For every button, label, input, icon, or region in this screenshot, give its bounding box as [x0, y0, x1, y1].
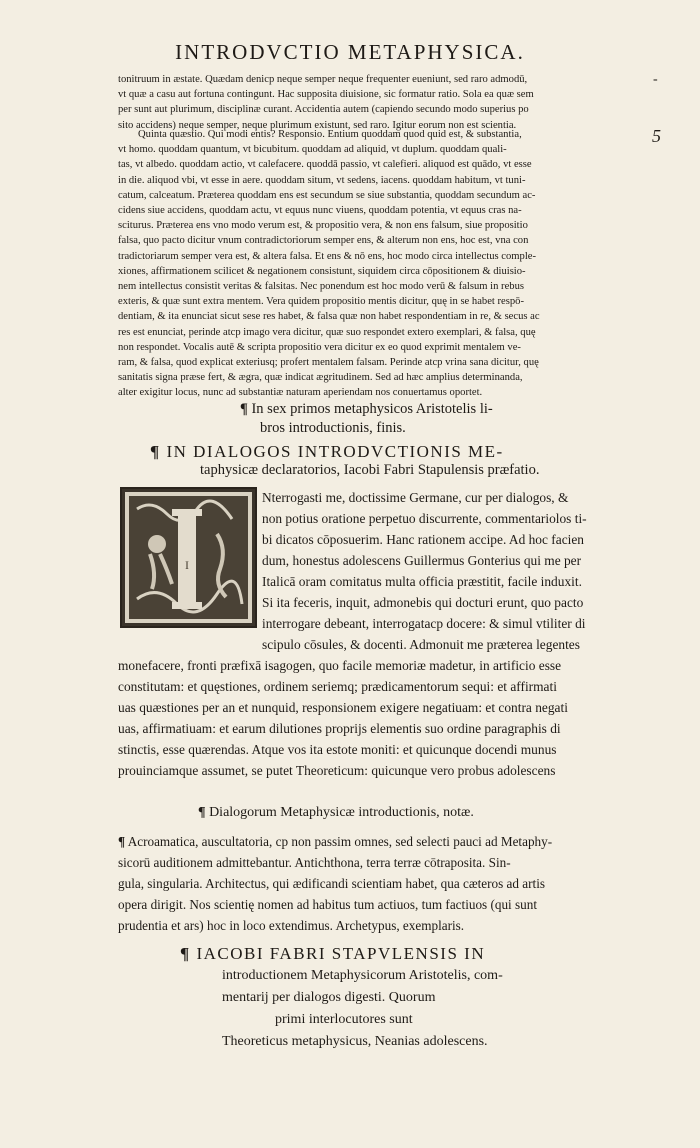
- text-line: Quinta quæstio. Qui modi entis? Responsio. Entium quoddam quod quid est, & substantia,: [138, 129, 522, 140]
- text-line: tradictoriarum semper vera est, & altera falsa. Et ens & nō ens, hoc modo circa intellectus comple-: [118, 250, 537, 262]
- svg-text:I: I: [185, 558, 189, 572]
- notes-heading-text: Dialogorum Metaphysicæ introductionis, notæ.: [209, 805, 474, 820]
- paragraph-2: [118, 127, 645, 401]
- text-line: xiones, affirmationem scilicet & negationem consistunt, siquidem circa cōpositionem & diuisio-: [118, 265, 526, 277]
- text-line: bi dicatos cōposuerim. Hanc rationem accipe. Ad hoc facien: [262, 532, 584, 547]
- text-line: uas quæstiones per an et nunquid, responsionem exigere negatiuam: et contra negati: [118, 700, 568, 715]
- text-line: nem intellectus consistit veritas & falsitas. Nec ponendum est hoc modo verū & falsum in rebus: [118, 281, 525, 293]
- text-line: scipulo cōsules, & docenti. Admonuit me præterea legentes: [262, 637, 580, 652]
- text-line: stinctis, esse quærendas. Atque vos ita estote moniti: et quicunque docendi munus: [118, 742, 557, 757]
- text-line: uas, affirmatiuam: et earum dilutiones proprijs elementis suo ordine paragraphis di: [118, 721, 561, 736]
- running-header: INTRODVCTIO METAPHYSICA.: [175, 40, 525, 64]
- paragraph-mark-icon: ¶: [180, 944, 191, 963]
- text-line: sciturus. Præterea ens vno modo verum est, & propositio vera, & non ens falsum, siue propositio: [118, 220, 528, 232]
- paragraph-1: [118, 72, 645, 133]
- text-line: ram, & falsa, quod explicat exteriusq; profert mentalem falsam. Perinde atcp vrina sana dicitur, quę: [118, 357, 539, 369]
- margin-mark-side: 5: [652, 126, 661, 146]
- text-line: vt quæ a casu aut fortuna contingunt. Hac supposita diuisione, sic formatur ratio. Sola ea quæ sem: [118, 89, 534, 101]
- text-line: monefacere, fronti præfixā isagogen, quo facile memoriæ madetur, in artificio esse: [118, 658, 562, 673]
- text-line: constitutam: et quęstiones, ordinem seriemq; prædicamentorum sequi: et affirmati: [118, 679, 557, 694]
- notes-line: sicorū auditionem admittebantur. Antichthona, terra terræ cōtraposita. Sin-: [118, 855, 511, 870]
- section-end-heading: [240, 400, 620, 438]
- text-line: vt homo. quoddam quantum, vt bicubitum. quoddam ad aliquid, vt duplum. quoddam quali-: [118, 144, 507, 156]
- notes-line: opera dirigit. Nos scientię nomen ad habitus tum actiuos, tum factiuos (qui sunt: [118, 897, 537, 912]
- text-line: sanitatis signa præse fert, & ægra, quæ indicat ægritudinem. Sed ad hæc amplius determinanda,: [118, 372, 523, 384]
- text-line: sito accidens) neque semper, neque plurimum existunt, sed raro. Igitur eorum non est scientia.: [118, 119, 517, 131]
- text-line: res est enunciat, perinde atcp imago vera dicitur, quæ suo respondet extero exemplari, & falsa, quę: [118, 326, 536, 338]
- paragraph-mark-icon: ¶: [118, 834, 126, 849]
- paragraph-mark-icon: ¶: [240, 401, 248, 417]
- text-line: cidens siue accidens, quoddam actu, vt equus nunc viuens, quoddam potentia, vt equus cras na-: [118, 205, 522, 217]
- text-line: exteris, & quæ sunt extra mentem. Vera quidem propositio mentis dicitur, quę in se habet respō-: [118, 296, 524, 308]
- text-line: prouinciamque assumet, se putet Theoreticum: quicunque vero probus adolescens: [118, 763, 556, 778]
- text-line: tas, vt albedo. quoddam actio, vt calefacere. quoddā passio, vt calefieri. aliquod est quādo, vt esse: [118, 159, 532, 171]
- text-line: tonitruum in æstate. Quædam denicp neque semper neque frequenter eueniunt, sed raro admodū,: [118, 74, 528, 85]
- text-line: dentiam, & ita enunciat sicut sese res habet, & falsa quæ non habet respondentiam in re, & secus ac: [118, 311, 540, 323]
- text-line: in die. aliquod vbi, vt esse in aere. quoddam situm, vt sedens, iacens. quoddam habitum, vt tuni-: [118, 174, 526, 186]
- text-line: non respondet. Vocalis autē & scripta propositio vera dicitur ex eo quod exprimit mentalem ve-: [118, 341, 521, 353]
- text-line: alter exigitur locus, nunc ad substantiæ naturam aperiendam nos conuertamus oportet.: [118, 387, 483, 399]
- text-line: catum, calceatum. Præterea quoddam ens est secundum se siue substantia, quoddam secundum ac-: [118, 189, 536, 201]
- margin-mark-top: -: [653, 72, 658, 87]
- text-line: Si ita feceris, inquit, admonebis qui docturi erunt, quo pacto: [262, 595, 584, 610]
- closing-title-line: ¶ IACOBI FABRI STAPVLENSIS IN: [180, 944, 486, 963]
- notes-line: ¶ Acroamatica, auscultatoria, cp non passim omnes, sed selecti pauci ad Metaphy-: [118, 834, 553, 849]
- text-line: interrogare debeant, interrogatacp docere: & simul vtiliter di: [262, 616, 586, 631]
- text-line: non potius oratione perpetuo discurrente, commentariolos ti-: [262, 511, 587, 526]
- heading-line: bros introductionis, finis.: [260, 420, 406, 436]
- text-line: Nterrogasti me, doctissime Germane, cur per dialogos, &: [262, 490, 569, 505]
- text-line: falsa, quo pacto dicitur vnum contradictoriorum semper ens, & alterum non ens, hoc est, vna con: [118, 235, 529, 247]
- closing-title-line: introductionem Metaphysicorum Aristotelis, com-: [222, 968, 503, 983]
- paragraph-mark-icon: ¶: [198, 805, 206, 820]
- notes-heading: [198, 805, 474, 821]
- notes-line: gula, singularia. Architectus, qui ædificandi scientiam habet, qua cæteros ad artis: [118, 876, 546, 891]
- text-line: Italicā oram comitatus multa officia præstitit, facile induxit.: [262, 574, 582, 589]
- closing-title-line: Theoreticus metaphysicus, Neanias adolescens.: [222, 1034, 488, 1049]
- notes-line: prudentia et ars) hoc in loco extendimus. Archetypus, exemplaris.: [118, 918, 465, 933]
- heading-line: taphysicæ declaratorios, Iacobi Fabri Stapulensis præfatio.: [200, 462, 540, 478]
- text-line: per sunt aut plurimum, disciplinæ curant. Accidentia autem (capiendo secundo modo superius po: [118, 104, 529, 116]
- preface-heading: [150, 442, 630, 480]
- woodcut-initial-icon: [122, 489, 255, 626]
- paragraph-mark-icon: ¶: [150, 442, 161, 461]
- closing-title-line: mentarij per dialogos digesti. Quorum: [222, 990, 436, 1005]
- heading-line: IN DIALOGOS INTRODVCTIONIS ME-: [166, 442, 504, 461]
- heading-line: In sex primos metaphysicos Aristotelis li-: [251, 401, 493, 417]
- closing-title-line: primi interlocutores sunt: [275, 1012, 413, 1027]
- decorated-initial-letter: [120, 487, 257, 628]
- text-line: dum, honestus adolescens Guillermus Gonterius qui me per: [262, 553, 582, 568]
